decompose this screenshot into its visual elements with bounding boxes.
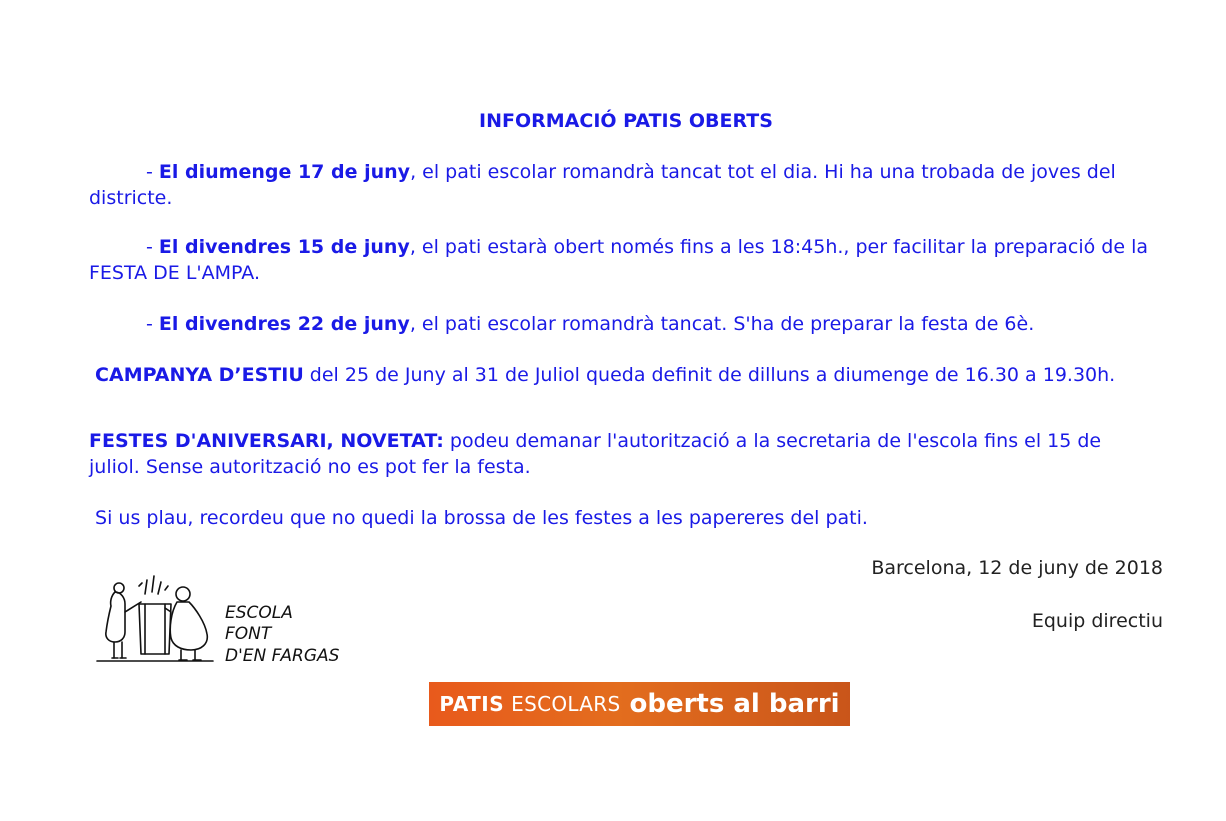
notice-date: El divendres 15 de juny — [158, 236, 410, 258]
notice-date: El divendres 22 de juny — [158, 313, 410, 335]
notice-item — [89, 311, 1154, 337]
birthdays-heading: FESTES D'ANIVERSARI, NOVETAT: — [89, 430, 444, 452]
school-logo-text-2: FONT — [225, 624, 272, 644]
campaign-text: del 25 de Juny al 31 de Juliol queda definit de dilluns a diumenge de 16.30 a 19.30h. — [303, 364, 1116, 386]
school-logo-drawing — [97, 576, 213, 661]
notice-item — [89, 159, 1154, 211]
notice-item — [89, 234, 1154, 286]
notice-prefix: - — [146, 161, 159, 183]
school-logo-text-1: ESCOLA — [225, 603, 293, 623]
banner-text-patis: PATIS — [439, 692, 505, 716]
birthdays-text: podeu demanar l'autorització a la secretaria de l'escola fins el 15 de juliol. Sense autorització no es pot fer la festa. — [89, 430, 1102, 478]
notice-text: , el pati escolar romandrà tancat tot el dia. Hi ha una trobada de joves del districte. — [89, 161, 1116, 209]
date-line: Barcelona, 12 de juny de 2018 — [871, 557, 1163, 579]
school-logo-text-3: D'EN FARGAS — [225, 646, 340, 666]
campaign-heading: CAMPANYA D’ESTIU — [95, 364, 304, 386]
reminder-paragraph — [89, 505, 1154, 531]
banner-text-escolars: ESCOLARS — [511, 692, 621, 716]
school-logo — [95, 572, 355, 672]
reminder-text: Si us plau, recordeu que no quedi la brossa de les festes a les papereres del pati. — [95, 507, 868, 529]
birthdays-paragraph — [89, 428, 1154, 480]
notice-text: , el pati escolar romandrà tancat. S'ha de preparar la festa de 6è. — [409, 313, 1035, 335]
campaign-paragraph — [89, 362, 1154, 388]
document-title: INFORMACIÓ PATIS OBERTS — [479, 110, 773, 132]
notice-date: El diumenge 17 de juny — [158, 161, 411, 183]
notice-text: , el pati estarà obert només fins a les 18:45h., per facilitar la preparació de la FESTA DE L'AMPA. — [89, 236, 1149, 284]
notice-prefix: - — [146, 313, 159, 335]
notice-prefix: - — [146, 236, 159, 258]
signature: Equip directiu — [1031, 610, 1163, 632]
patis-oberts-banner — [429, 682, 850, 726]
banner-text-oberts: oberts al barri — [629, 689, 840, 719]
